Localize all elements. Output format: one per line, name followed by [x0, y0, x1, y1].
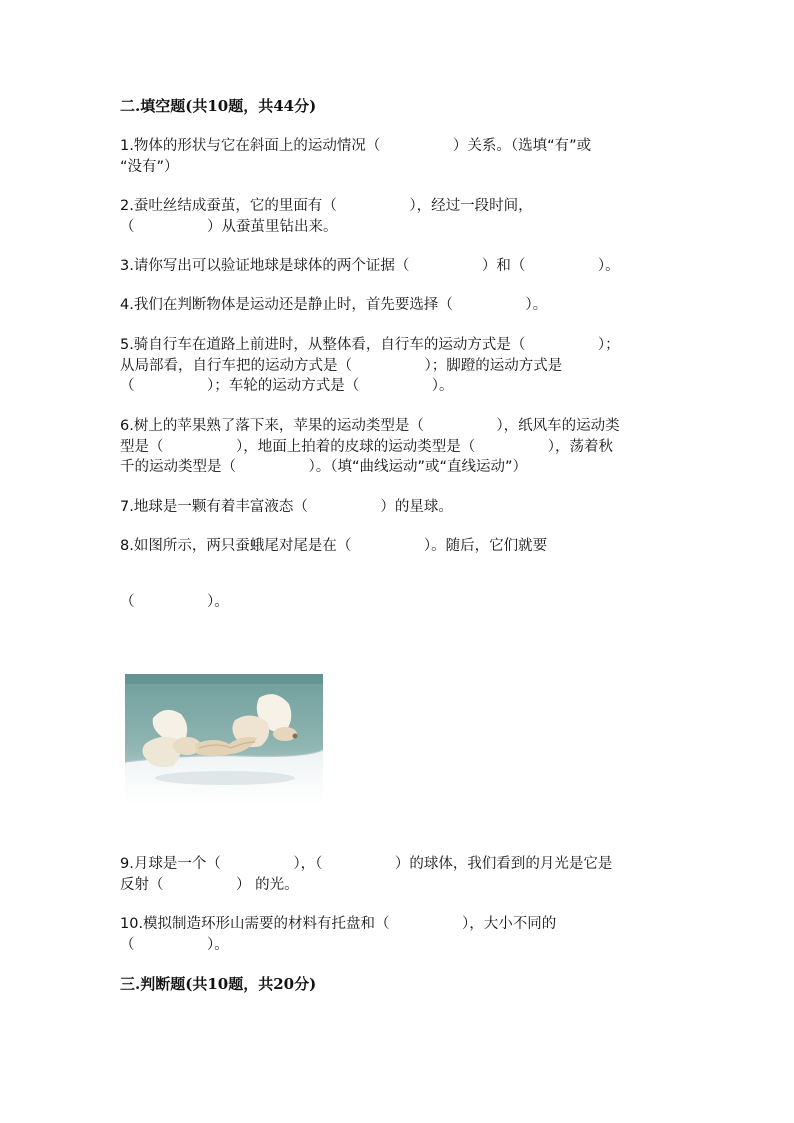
- question-2: [120, 196, 680, 237]
- question-4-line-1: 4.我们在判断物体是运动还是静止时，首先要选择（ ）。: [120, 297, 548, 313]
- question-7-line-1: 7.地球是一颗有着丰富液态（ ）的星球。: [120, 499, 453, 515]
- question-8-line-1: 8.如图所示，两只蚕蛾尾对尾是在（ ）。随后，它们就要: [120, 538, 548, 554]
- question-10-line-1: 10.模拟制造环形山需要的材料有托盘和（ ），大小不同的: [120, 916, 557, 932]
- question-2-line-1: 2.蚕吐丝结成蚕茧，它的里面有（ ），经过一段时间，: [120, 198, 533, 214]
- question-10: [120, 914, 680, 955]
- question-3: [120, 256, 680, 277]
- question-6-line-2: 型是（ ），地面上拍着的皮球的运动类型是（ ），荡着秋: [120, 438, 613, 455]
- question-9-line-1: 9.月球是一个（ ），（ ）的球体，我们看到的月光是它是: [120, 856, 613, 872]
- question-8-line-2: （ ）。: [120, 594, 229, 610]
- question-6-line-3: 千的运动类型是（ ）。（填“曲线运动”或“直线运动”）: [120, 459, 528, 475]
- silkworm-moths-photo: [125, 674, 323, 804]
- question-1: [120, 136, 680, 177]
- question-6: [120, 416, 680, 478]
- section-3-title: 三.判断题(共10题，共20分): [120, 975, 317, 993]
- question-8: [120, 536, 680, 557]
- question-8-continued: [120, 592, 680, 613]
- question-1-line-1: 1.物体的形状与它在斜面上的运动情况（ ）关系。（选填“有”或: [120, 138, 592, 154]
- question-1-line-2: “没有”）: [120, 158, 179, 175]
- question-9: [120, 854, 680, 895]
- question-5-line-2: 从局部看，自行车把的运动方式是（ ）；脚蹬的运动方式是: [120, 357, 563, 374]
- question-5-line-1: 5.骑自行车在道路上前进时，从整体看，自行车的运动方式是（ ）；: [120, 337, 620, 353]
- section-2-title: 二.填空题(共10题，共44分): [120, 97, 317, 115]
- question-6-line-1: 6.树上的苹果熟了落下来，苹果的运动类型是（ ），纸风车的运动类: [120, 418, 620, 434]
- question-3-line-1: 3.请你写出可以验证地球是球体的两个证据（ ）和（ ）。: [120, 258, 620, 274]
- question-10-line-2: （ ）。: [120, 936, 229, 953]
- question-5: [120, 335, 680, 397]
- question-7: [120, 497, 680, 518]
- question-2-line-2: （ ）从蚕茧里钻出来。: [120, 218, 338, 235]
- question-4: [120, 295, 680, 316]
- question-9-line-2: 反射（ ） 的光。: [120, 876, 299, 893]
- question-5-line-3: （ ）；车轮的运动方式是（ ）。: [120, 378, 454, 394]
